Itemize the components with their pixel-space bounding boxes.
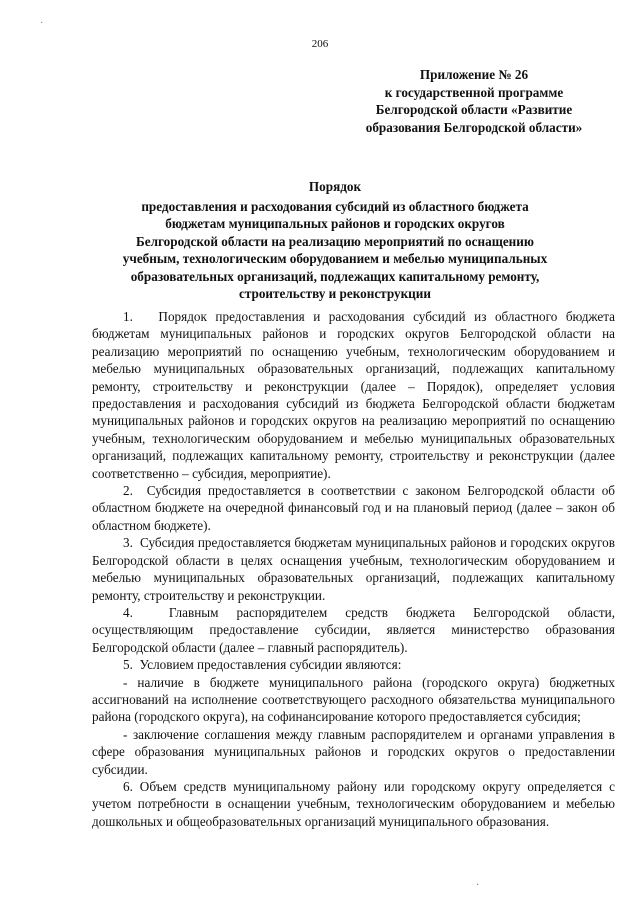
- document-title: [100, 178, 570, 303]
- page-number: 206: [311, 38, 329, 50]
- appendix-line: Приложение № 26: [419, 67, 529, 82]
- scan-speck: ·: [40, 18, 44, 29]
- appendix-line: Белгородской области «Развитие: [375, 102, 573, 117]
- paragraph: 5. Условием предоставления субсидии являются:: [123, 657, 402, 673]
- scan-speck: ·: [476, 880, 480, 891]
- appendix-line: образования Белгородской области»: [365, 119, 583, 135]
- paragraph: 1. Порядок предоставления и расходования субсидий из областного бюджета бюджетам муниципальных районов и городских округов Белгородской области на реализацию мероприятий по оснащению учебным, технологическим оборудованием и мебелью муниципальных образовательных организаций, подлежащих капитальному ремонту, строительству и реконструкции (далее – Порядок), определяет условия предоставления и расходования субсидий из бюджета Белгородской области бюджетам муниципальных районов и городских округов на реализацию мероприятий по оснащению учебным, технологическим оборудованием и мебелью муниципальных образовательных организаций, подлежащих капитальному ремонту, строительству и реконструкции (далее соответственно – субсидия, мероприятие).: [92, 309, 615, 481]
- title-line: бюджетам муниципальных районов и городских округов: [165, 216, 505, 231]
- paragraph: 6. Объем средств муниципальному району или городскому округу определяется с учетом потребности в оснащении учебным, технологическим оборудованием и мебелью дошкольных и общеобразовательных организаций муниципального образования.: [92, 778, 615, 829]
- title-heading: Порядок: [308, 179, 362, 194]
- paragraph: 4. Главным распорядителем средств бюджета Белгородской области, осуществляющим предоставление субсидии, является министерство образования Белгородской области (далее – главный распорядитель).: [92, 604, 615, 655]
- paragraph: 2. Субсидия предоставляется в соответствии с законом Белгородской области об областном бюджете на очередной финансовый год и на плановый период (далее – закон об областном бюджете).: [92, 483, 615, 533]
- body-text: [92, 308, 615, 830]
- appendix-line: к государственной программе: [384, 84, 564, 100]
- title-line: Белгородской области на реализацию мероприятий по оснащению: [136, 233, 534, 249]
- title-line: предоставления и расходования субсидий из областного бюджета: [141, 198, 529, 214]
- title-line: строительству и реконструкции: [239, 286, 431, 301]
- appendix-header: [344, 66, 604, 136]
- title-line: образовательных организаций, подлежащих капитальному ремонту,: [130, 268, 540, 284]
- title-line: учебным, технологическим оборудованием и мебелью муниципальных: [122, 251, 548, 266]
- paragraph: - заключение соглашения между главным распорядителем и органами управления в сфере образования муниципальных районов и городских округов о предоставлении субсидии.: [92, 726, 615, 777]
- paragraph: 3. Субсидия предоставляется бюджетам муниципальных районов и городских округов Белгородской области в целях оснащения учебным, технологическим оборудованием и мебелью муниципальных образовательных организаций, подлежащих капитальному ремонту, строительству и реконструкции.: [92, 535, 615, 603]
- paragraph: - наличие в бюджете муниципального района (городского округа) бюджетных ассигнований на исполнение соответствующего расходного обязательства муниципального района (городского округа), на софинансирование которого предоставляется субсидия;: [92, 674, 615, 725]
